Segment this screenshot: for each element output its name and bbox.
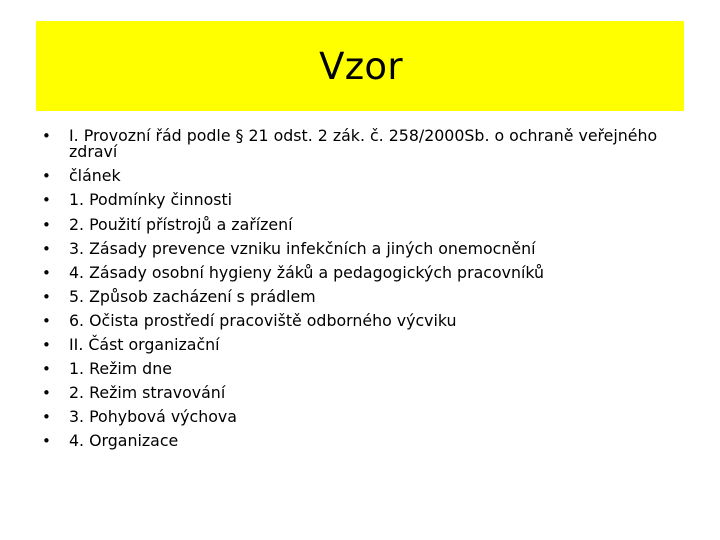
list-item-text: 3. Zásady prevence vzniku infekčních a jiných onemocnění [69,238,536,258]
list-item [42,409,692,425]
bullet-icon: • [42,127,51,145]
bullet-icon: • [42,167,51,186]
list-item [42,192,692,208]
list-item [42,433,692,449]
list-item-text: 2. Použití přístrojů a zařízení [69,214,293,234]
list-item [42,238,692,258]
list-item-text: 6. Očista prostředí pracoviště odborného výcviku [69,310,457,330]
list-item [42,337,692,353]
list-item-text: 1. Podmínky činnosti [69,190,233,210]
bullet-list [42,128,692,458]
list-item-text: II. Část organizační [69,335,220,355]
list-item [42,214,692,234]
bullet-icon: • [42,408,51,427]
list-item [42,262,692,282]
list-item [42,286,692,306]
bullet-icon: • [42,263,51,282]
list-item-text: 1. Režim dne [69,359,172,379]
list-item-text: článek [69,166,121,186]
list-item [42,310,692,330]
list-item [42,168,692,184]
slide-title: Vzor [319,44,403,88]
list-item [42,361,692,377]
bullet-icon: • [42,191,51,210]
bullet-icon: • [42,239,51,258]
list-item-text: 3. Pohybová výchova [69,407,237,427]
title-banner [36,21,684,111]
bullet-icon: • [42,215,51,234]
bullet-icon: • [42,432,51,451]
list-item-text: 2. Režim stravování [69,383,226,403]
list-item-text: I. Provozní řád podle § 21 odst. 2 zák. č. 258/2000Sb. o ochraně veřejného zdraví [69,126,658,162]
list-item-text: 4. Organizace [69,431,179,451]
bullet-icon: • [42,311,51,330]
bullet-icon: • [42,336,51,355]
list-item-text: 5. Způsob zacházení s prádlem [69,286,316,306]
list-item [42,128,692,161]
list-item-text: 4. Zásady osobní hygieny žáků a pedagogických pracovníků [69,262,545,282]
bullet-icon: • [42,384,51,403]
bullet-icon: • [42,287,51,306]
bullet-icon: • [42,360,51,379]
list-item [42,385,692,401]
